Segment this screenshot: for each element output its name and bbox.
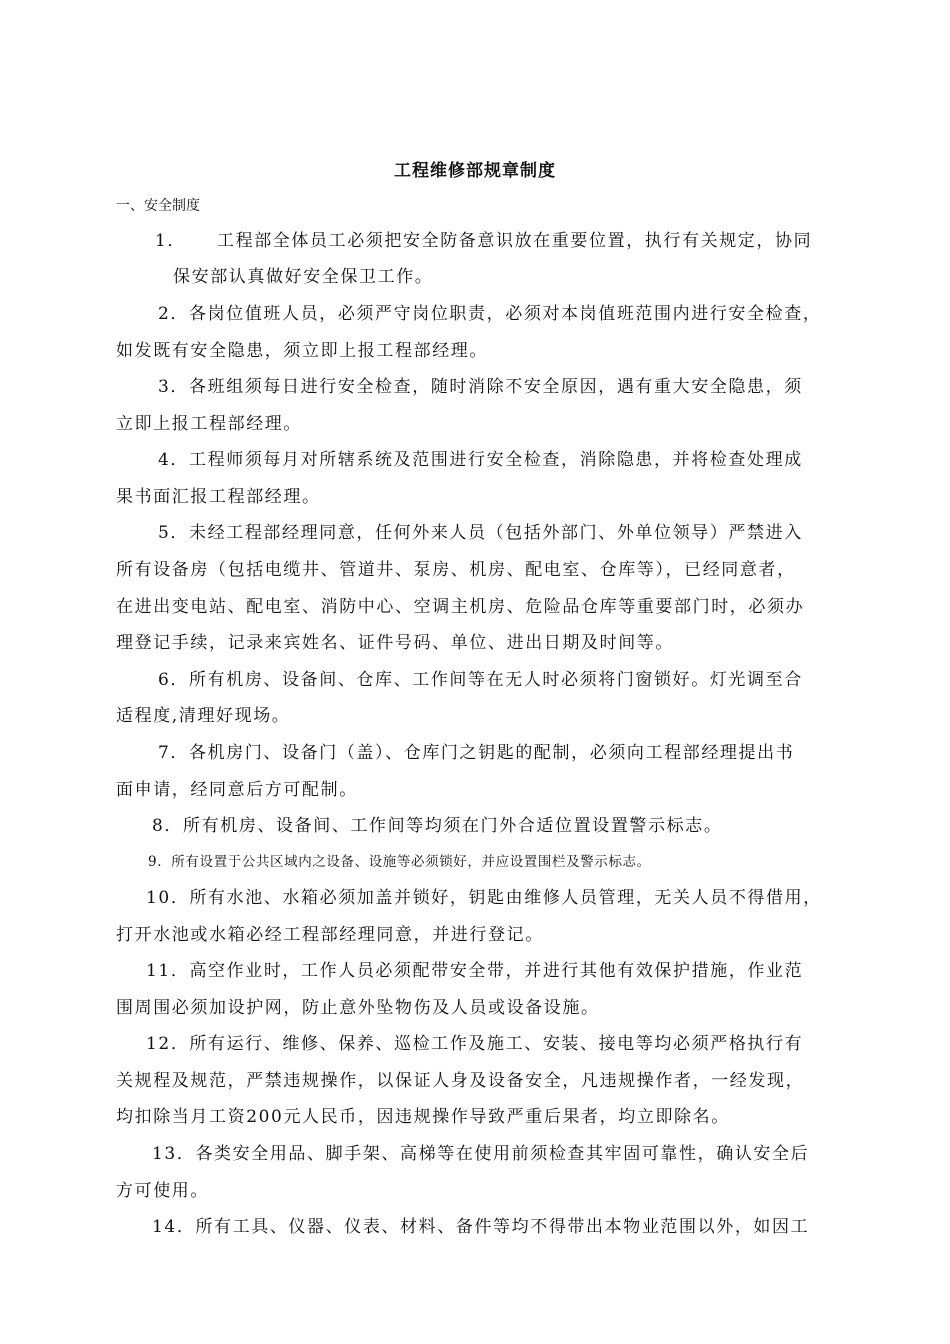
- item-number: 3．: [158, 377, 190, 397]
- item-number: 1．: [155, 231, 187, 251]
- list-item-7-line-2: 面申请，经同意后方可配制。: [116, 780, 358, 800]
- list-item-10-line-2: 打开水池或水箱必经工程部经理同意，并进行登记。: [116, 925, 544, 945]
- list-item-12-line-2: 关规程及规范，严禁违规操作，以保证人身及设备安全，凡违规操作者，一经发现，: [116, 1071, 805, 1091]
- item-number: 14．: [152, 1217, 196, 1237]
- list-item-2-line-1: 2．各岗位值班人员，必须严守岗位职责，必须对本岗值班范围内进行安全检查，: [158, 304, 822, 324]
- list-item-9-line-1: 9．所有设置于公共区域内之设备、设施等必须锁好，并应设置围栏及警示标志。: [148, 851, 651, 873]
- list-item-1-line-2: 保安部认真做好安全保卫工作。: [173, 267, 434, 287]
- section-heading: 一、安全制度: [116, 198, 200, 214]
- list-item-10-line-1: 10．所有水池、水箱必须加盖并锁好，钥匙由维修人员管理，无关人员不得借用，: [146, 888, 822, 908]
- item-number: 12．: [146, 1034, 190, 1054]
- list-item-6-line-1: 6．所有机房、设备间、仓库、工作间等在无人时必须将门窗锁好。灯光调至合: [158, 670, 803, 690]
- item-number: 7．: [158, 743, 190, 763]
- item-number: 5．: [158, 523, 190, 543]
- list-item-13-line-1: 13．各类安全用品、脚手架、高梯等在使用前须检查其牢固可靠性，确认安全后: [152, 1144, 810, 1164]
- list-item-5-line-3: 在进出变电站、配电室、消防中心、空调主机房、危险品仓库等重要部门时，必须办: [116, 597, 805, 617]
- list-item-3-line-2: 立即上报工程部经理。: [116, 414, 302, 434]
- item-number: 9．: [148, 854, 172, 870]
- list-item-13-line-2: 方可使用。: [116, 1181, 209, 1201]
- list-item-8-line-1: 8．所有机房、设备间、工作间等均须在门外合适位置设置警示标志。: [152, 816, 723, 836]
- list-item-11-line-1: 11．高空作业时，工作人员必须配带安全带，并进行其他有效保护措施，作业范: [146, 961, 804, 981]
- list-item-5-line-1: 5．未经工程部经理同意，任何外来人员（包括外部门、外单位领导）严禁进入: [158, 523, 803, 543]
- item-number: 6．: [158, 670, 190, 690]
- list-item-14-line-1: 14．所有工具、仪器、仪表、材料、备件等均不得带出本物业范围以外，如因工: [152, 1217, 810, 1237]
- item-number: 11．: [146, 961, 190, 981]
- list-item-12-line-3: 均扣除当月工资200元人民币，因违规操作导致严重后果者，均立即除名。: [116, 1107, 730, 1127]
- list-item-1-line-1: 1． 工程部全体员工必须把安全防备意识放在重要位置，执行有关规定，协同: [155, 231, 813, 251]
- list-item-5-line-4: 理登记手续，记录来宾姓名、证件号码、单位、进出日期及时间等。: [116, 633, 674, 653]
- page-title: 工程维修部规章制度: [394, 161, 556, 181]
- item-number: 13．: [152, 1144, 196, 1164]
- item-number: 8．: [152, 816, 184, 836]
- list-item-3-line-1: 3．各班组须每日进行安全检查，随时消除不安全原因，遇有重大安全隐患，须: [158, 377, 803, 397]
- list-item-5-line-2: 所有设备房（包括电缆井、管道井、泵房、机房、配电室、仓库等），已经同意者，: [116, 560, 796, 580]
- list-item-4-line-2: 果书面汇报工程部经理。: [116, 487, 321, 507]
- item-number: 2．: [158, 304, 190, 324]
- item-number: 4．: [158, 450, 190, 470]
- list-item-11-line-2: 围周围必须加设护网，防止意外坠物伤及人员或设备设施。: [116, 998, 600, 1018]
- item-number: 10．: [146, 888, 190, 908]
- list-item-2-line-2: 如发既有安全隐患，须立即上报工程部经理。: [116, 341, 488, 361]
- list-item-4-line-1: 4．工程师须每月对所辖系统及范围进行安全检查，消除隐患，并将检查处理成: [158, 450, 803, 470]
- list-item-12-line-1: 12．所有运行、维修、保养、巡检工作及施工、安装、接电等均必须严格执行有: [146, 1034, 804, 1054]
- list-item-7-line-1: 7．各机房门、设备门（盖）、仓库门之钥匙的配制，必须向工程部经理提出书: [158, 743, 795, 763]
- list-item-6-line-2: 适程度,清理好现场。: [116, 706, 291, 726]
